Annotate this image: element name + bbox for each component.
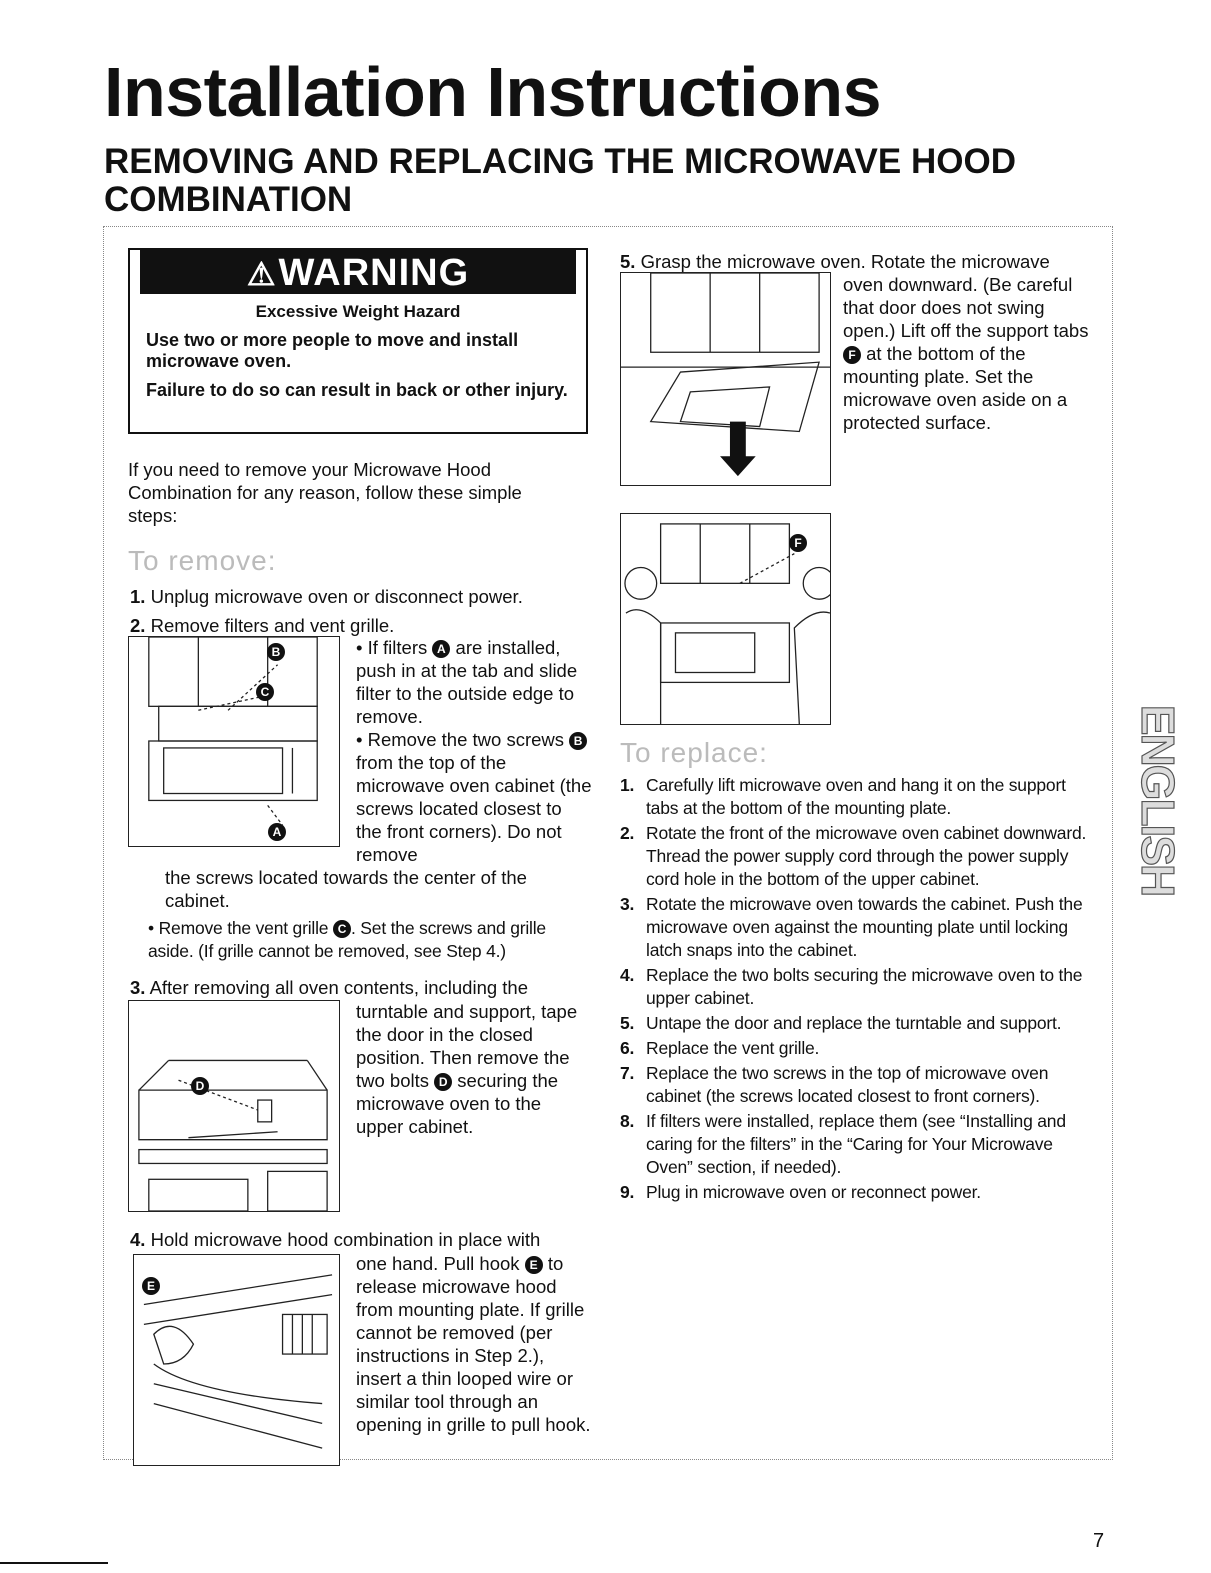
step-text: Untape the door and replace the turntable and support. bbox=[646, 1013, 1062, 1033]
language-tab-label: ENGLISH bbox=[1131, 704, 1184, 896]
language-tab bbox=[1124, 690, 1184, 910]
step-text: to release microwave hood from mounting plate. If grille cannot be removed (per instructions in Step 2.), insert a thin looped wire or similar tool through an opening in grille to pull hook. bbox=[356, 1253, 591, 1435]
step-number: 2. bbox=[620, 823, 635, 843]
rotate-text bbox=[843, 273, 1101, 434]
callout-e-inline-badge: E bbox=[525, 1256, 543, 1274]
callout-b-badge: B bbox=[267, 643, 285, 661]
figure-hook bbox=[133, 1254, 340, 1466]
callout-e-badge: E bbox=[142, 1277, 160, 1295]
step-text: Replace the two bolts securing the microwave oven to the upper cabinet. bbox=[646, 965, 1083, 1008]
step-text: Rotate the front of the microwave oven cabinet downward. Thread the power supply cord through the power supply cord hole in the bottom of the upper cabinet. bbox=[646, 823, 1087, 889]
microwave-filters-illustration bbox=[129, 637, 339, 846]
callout-c-badge: C bbox=[256, 683, 274, 701]
callout-d-badge: D bbox=[191, 1077, 209, 1095]
callout-c-inline-badge: C bbox=[333, 920, 351, 938]
step-text: Hold microwave hood combination in place with bbox=[150, 1229, 541, 1250]
step-number: 9. bbox=[620, 1182, 635, 1202]
step-text: Unplug microwave oven or disconnect power. bbox=[150, 586, 523, 607]
step-number: 7. bbox=[620, 1063, 635, 1083]
replace-step bbox=[620, 1062, 1100, 1108]
bullet-text: Remove the two screws bbox=[367, 729, 564, 750]
replace-step bbox=[620, 822, 1100, 891]
replace-heading: To replace: bbox=[620, 737, 768, 768]
replace-step bbox=[620, 1037, 1100, 1060]
step-number: 5. bbox=[620, 1013, 635, 1033]
rotate-oven-down-illustration bbox=[621, 273, 830, 485]
replace-step bbox=[620, 893, 1100, 962]
remove-heading: To remove: bbox=[128, 545, 277, 576]
warning-banner-label: WARNING bbox=[278, 252, 470, 294]
warning-triangle-icon: ⚠ bbox=[246, 256, 277, 292]
bullet-text: from the top of the microwave oven cabinet (the screws located closest to the front corners). Do not remove bbox=[356, 752, 592, 865]
step-number: 3. bbox=[130, 977, 146, 998]
step-text: After removing all oven contents, including the bbox=[149, 977, 528, 998]
step-text: Grasp the microwave oven. Rotate the microwave bbox=[640, 251, 1050, 272]
step-text: turntable and support, tape the door in the closed position. Then remove the two bolts bbox=[356, 1001, 578, 1091]
figure-filters-screws bbox=[128, 636, 340, 847]
figure-bolts bbox=[128, 1000, 340, 1212]
step-text: Rotate the microwave oven towards the cabinet. Push the microwave oven against the mounting plate until locking latch snaps into the cabinet. bbox=[646, 894, 1083, 960]
replace-step bbox=[620, 1181, 1100, 1204]
replace-step bbox=[620, 1012, 1100, 1035]
callout-b-inline-badge: B bbox=[569, 732, 587, 750]
step-text: at the bottom of the mounting plate. Set the microwave oven aside on a protected surface. bbox=[843, 343, 1068, 433]
step-text: Carefully lift microwave oven and hang it on the support tabs at the bottom of the mounting plate. bbox=[646, 775, 1066, 818]
bullet-text: . Set the screws and grille aside. (If grille cannot be removed, see Step 4.) bbox=[148, 918, 546, 961]
step-text: securing the microwave oven to the upper cabinet. bbox=[356, 1070, 559, 1137]
warning-banner bbox=[140, 250, 576, 294]
footer-rule bbox=[0, 1562, 108, 1564]
step-text: Remove filters and vent grille. bbox=[150, 615, 395, 636]
step-number: 6. bbox=[620, 1038, 635, 1058]
callout-a-badge: A bbox=[268, 823, 286, 841]
replace-step bbox=[620, 964, 1100, 1010]
filters-bullet: • If filters A are installed, push in at the tab and slide filter to the outside edge to remove. bbox=[356, 637, 578, 727]
warning-line-1: Use two or more people to move and install microwave oven. bbox=[146, 330, 519, 371]
warning-line-2: Failure to do so can result in back or other injury. bbox=[146, 380, 568, 400]
warning-box bbox=[128, 248, 588, 434]
callout-f-badge: F bbox=[789, 534, 807, 552]
bolts-text bbox=[356, 1000, 592, 1138]
replace-steps-list bbox=[620, 774, 1100, 1206]
remove-step-1 bbox=[130, 585, 590, 608]
step-number: 4. bbox=[620, 965, 635, 985]
step-text: If filters were installed, replace them (see “Installing and caring for the filters” in the “Caring for Your Microwave Oven” section, if needed). bbox=[646, 1111, 1066, 1177]
hook-release-illustration bbox=[134, 1255, 339, 1465]
intro-text: If you need to remove your Microwave Hood Combination for any reason, follow these simple steps: bbox=[128, 459, 522, 526]
step-number: 1. bbox=[620, 775, 635, 795]
step-text: Replace the two screws in the top of microwave oven cabinet (the screws located closest to front corners). bbox=[646, 1063, 1049, 1106]
step-number: 2. bbox=[130, 615, 146, 636]
hazard-title: Excessive Weight Hazard bbox=[255, 302, 461, 321]
step-number: 1. bbox=[130, 586, 146, 607]
bullet-text: Remove the vent grille bbox=[158, 918, 329, 938]
section-title: REMOVING AND REPLACING THE MICROWAVE HOOD COMBINATION bbox=[104, 142, 1016, 219]
grille-bullet: • Remove the vent grille C . Set the screws and grille aside. (If grille cannot be removed, see Step 4.) bbox=[148, 918, 546, 961]
step-text: Plug in microwave oven or reconnect power. bbox=[646, 1182, 981, 1202]
bullet-text: If filters bbox=[367, 637, 428, 658]
replace-step bbox=[620, 774, 1100, 820]
step-text: oven downward. (Be careful that door does not swing open.) Lift off the support tabs bbox=[843, 274, 1089, 341]
step-text: Replace the vent grille. bbox=[646, 1038, 820, 1058]
step-number: 3. bbox=[620, 894, 635, 914]
callout-a-inline-badge: A bbox=[432, 640, 450, 658]
down-arrow-icon bbox=[720, 422, 756, 476]
step-number: 8. bbox=[620, 1111, 635, 1131]
screws-bullet-continued: the screws located towards the center of the cabinet. bbox=[165, 867, 527, 911]
upper-cabinet-bolts-illustration bbox=[129, 1001, 339, 1211]
remove-step-4 bbox=[130, 1228, 592, 1251]
page-number: 7 bbox=[1093, 1530, 1105, 1552]
step-text: one hand. Pull hook bbox=[356, 1253, 520, 1274]
hook-text bbox=[356, 1252, 592, 1436]
screws-bullet: • Remove the two screws B from the top of the microwave oven cabinet (the screws located closest to the front corners). Do not remove bbox=[356, 729, 592, 865]
callout-d-inline-badge: D bbox=[434, 1073, 452, 1091]
remove-step-5 bbox=[620, 250, 1098, 273]
page-title: Installation Instructions bbox=[104, 53, 882, 131]
remove-step-2 bbox=[130, 614, 590, 637]
bullet-text: are installed, push in at the tab and slide filter to the outside edge to remove. bbox=[356, 637, 578, 727]
step-number: 4. bbox=[130, 1229, 146, 1250]
step-number: 5. bbox=[620, 251, 636, 272]
figure-rotate-oven bbox=[620, 272, 831, 486]
remove-step-3 bbox=[130, 976, 592, 999]
replace-step bbox=[620, 1110, 1100, 1179]
callout-f-inline-badge: F bbox=[843, 346, 861, 364]
